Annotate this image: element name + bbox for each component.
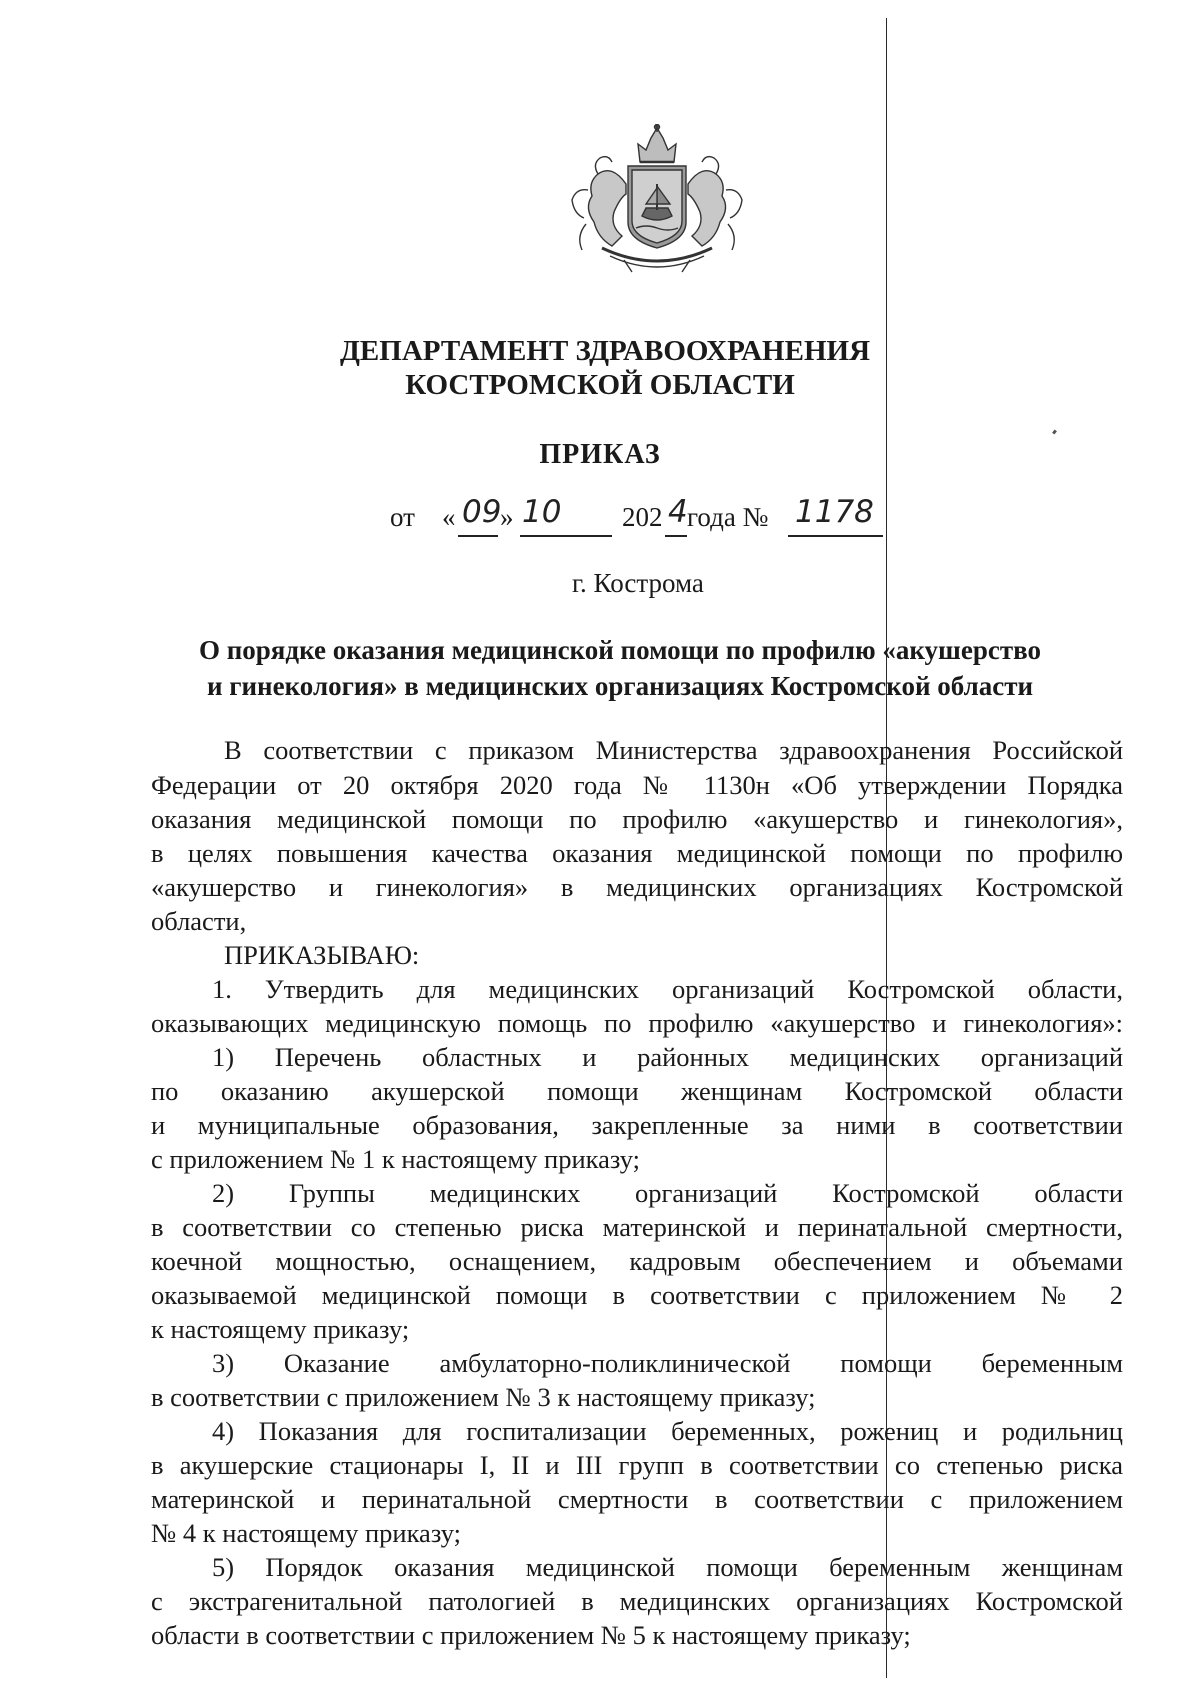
order-title-line: и гинекология» в медицинских организациях Костромской области <box>206 671 1034 701</box>
organization-name-line-1: ДЕПАРТАМЕНТ ЗДРАВООХРАНЕНИЯ <box>339 335 871 367</box>
order-title-line: О порядке оказания медицинской помощи по профилю «акушерство <box>198 635 1041 665</box>
body-line: Федерации от 20 октября 2020 года № 1130н «Об утверждении Порядка <box>151 770 1123 800</box>
body-line: 2) Группы медицинских организаций Костромской области <box>212 1178 1123 1208</box>
date-open-quote: « <box>442 502 456 532</box>
date-prefix: от <box>390 502 415 532</box>
body-line: области в соответствии с приложением № 5 к настоящему приказу; <box>151 1620 911 1650</box>
body-line: 5) Порядок оказания медицинской помощи беременным женщинам <box>212 1552 1123 1582</box>
date-year-digit-handwritten: 4 <box>668 494 688 530</box>
body-line: В соответствии с приказом Министерства здравоохранения Российской <box>224 735 1123 765</box>
body-line: оказания медицинской помощи по профилю «акушерство и гинекология», <box>151 804 1123 834</box>
body-line: в соответствии со степенью риска материнской и перинатальной смертности, <box>151 1212 1123 1242</box>
date-month-handwritten: 10 <box>522 494 562 530</box>
year-underline <box>665 535 687 537</box>
document-type-title: ПРИКАЗ <box>539 439 661 470</box>
body-line: с приложением № 1 к настоящему приказу; <box>151 1144 641 1174</box>
body-line: коечной мощностью, оснащением, кадровым обеспечением и объемами <box>151 1246 1123 1276</box>
body-line: № 4 к настоящему приказу; <box>151 1518 461 1548</box>
body-line: «акушерство и гинекология» в медицинских организациях Костромской <box>151 872 1123 902</box>
order-title <box>150 632 1090 704</box>
body-line: 1. Утвердить для медицинских организаций Костромской области, <box>212 974 1123 1004</box>
body-line: с экстрагенитальной патологией в медицинских организациях Костромской <box>151 1586 1123 1616</box>
body-line: области, <box>151 906 247 936</box>
organization-name-line-2: КОСТРОМСКОЙ ОБЛАСТИ <box>405 369 795 401</box>
body-line: в целях повышения качества оказания медицинской помощи по профилю <box>151 838 1123 868</box>
number-underline <box>788 535 883 537</box>
body-line: оказывающих медицинскую помощь по профилю «акушерство и гинекология»: <box>151 1008 1123 1038</box>
body-line: 4) Показания для госпитализации беременных, рожениц и родильниц <box>212 1416 1123 1446</box>
day-underline <box>458 535 498 537</box>
city-name: г. Кострома <box>572 568 704 598</box>
scan-artifact-speck <box>1052 430 1057 435</box>
body-line: 3) Оказание амбулаторно-поликлинической помощи беременным <box>212 1348 1123 1378</box>
date-day-handwritten: 09 <box>462 494 502 530</box>
body-line: в акушерские стационары I, II и III групп в соответствии со степенью риска <box>151 1450 1123 1480</box>
date-number-line <box>390 494 910 542</box>
body-line: к настоящему приказу; <box>151 1314 410 1344</box>
body-line: в соответствии с приложением № 3 к настоящему приказу; <box>151 1382 816 1412</box>
month-underline <box>520 535 612 537</box>
body-line: и муниципальные образования, закрепленные за ними в соответствии <box>151 1110 1123 1140</box>
body-line: материнской и перинатальной смертности в соответствии с приложением <box>151 1484 1123 1514</box>
body-line: оказываемой медицинской помощи в соответствии с приложением № 2 <box>151 1280 1123 1310</box>
date-close-quote: » <box>500 502 514 532</box>
order-directive-word: ПРИКАЗЫВАЮ: <box>224 940 420 970</box>
body-line: 1) Перечень областных и районных медицинских организаций <box>212 1042 1123 1072</box>
body-line: по оказанию акушерской помощи женщинам Костромской области <box>151 1076 1123 1106</box>
date-year-suffix: года № <box>687 502 769 532</box>
date-year-prefix: 202 <box>622 502 663 532</box>
order-number-handwritten: 1178 <box>795 494 874 530</box>
coat-of-arms-emblem <box>562 124 752 280</box>
